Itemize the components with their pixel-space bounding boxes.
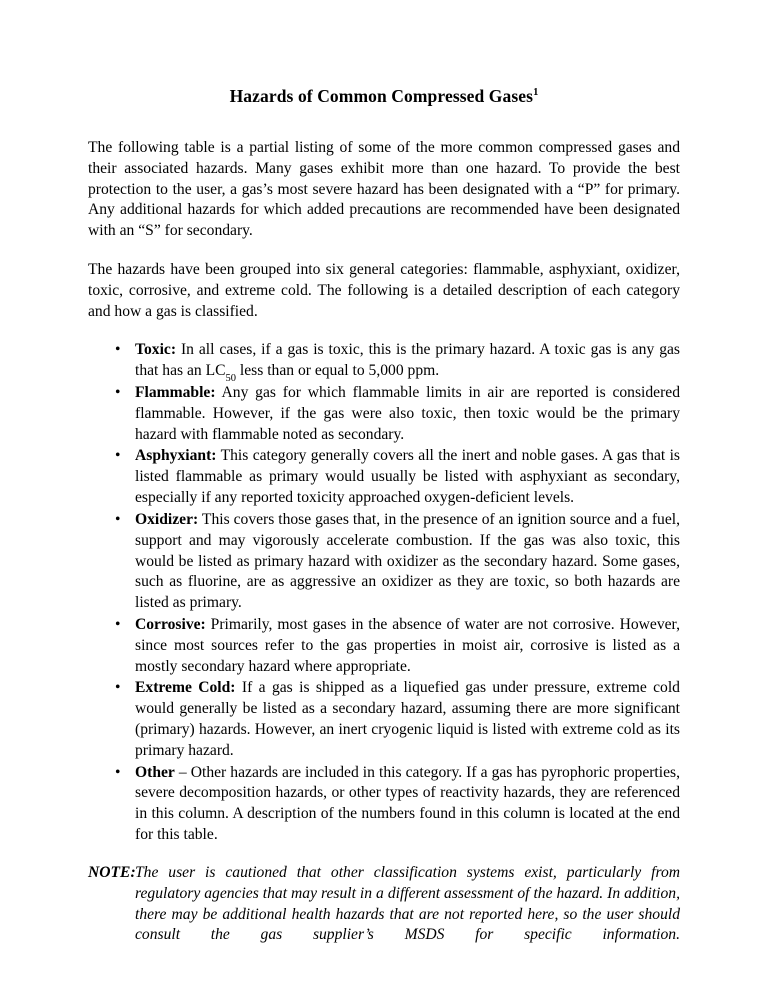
hazard-term-other: Other — [135, 763, 175, 781]
bullet-icon: • — [115, 384, 121, 401]
spacer-before-note — [88, 846, 680, 863]
bullet-icon: • — [115, 341, 121, 359]
hazard-term-oxidizer: Oxidizer: — [135, 510, 199, 528]
list-item-other — [88, 763, 680, 846]
list-item-toxic — [88, 340, 680, 385]
bullet-icon: • — [115, 679, 121, 697]
list-item-asphyxiant — [88, 446, 680, 508]
hazard-text-other: – Other hazards are included in this category. If a gas has pyrophoric properties, severe decomposition hazards, or other types of reactivity hazards, they are referenced in this column. A description of the numbers found in this column is located at the end for this table. — [135, 763, 680, 844]
list-item-corrosive — [88, 615, 680, 677]
bullet-icon: • — [115, 447, 121, 465]
intro-paragraph-1: The following table is a partial listing of some of the more common compressed gases and their associated hazards. Many gases exhibit more than one hazard. To provide the best protection to the user, a gas’s most severe hazard has been designated with a “P” for primary. Any additional hazards for which added precautions are recommended have been designated with an “S” for secondary. — [88, 138, 680, 240]
hazard-text-toxic-part1: In all cases, if a gas is toxic, this is the primary hazard. A toxic gas is any gas that has an LC — [135, 341, 680, 380]
lc50-subscript: 50 — [225, 373, 237, 385]
spacer-before-list — [88, 322, 680, 340]
bullet-icon: • — [115, 763, 121, 781]
hazard-text-asphyxiant: This category generally covers all the inert and noble gases. A gas that is listed flammable as primary would usually be listed with asphyxiant as secondary, especially if any reported toxicity approached oxygen-deficient levels. — [135, 447, 680, 507]
hazard-category-list — [88, 340, 680, 846]
list-item-extreme-cold — [88, 678, 680, 761]
title-footnote-marker: 1 — [533, 87, 539, 99]
hazard-text-extreme-cold: If a gas is shipped as a liquefied gas under pressure, extreme cold would generally be listed as a secondary hazard, assuming there are more significant (primary) hazards. However, an inert cryogenic liquid is listed with extreme cold as its primary hazard. — [135, 679, 680, 759]
note-label: NOTE: — [88, 863, 136, 881]
spacer-paragraphs — [88, 242, 680, 260]
page-title-text: Hazards of Common Compressed Gases — [229, 86, 534, 106]
hazard-text-flammable: Any gas for which flammable limits in air are reported is considered flammable. However, if the gas were also toxic, then toxic would be the primary hazard with flammable noted as secondary. — [135, 384, 680, 443]
hazard-term-asphyxiant: Asphyxiant: — [135, 447, 217, 465]
page-title — [88, 86, 680, 108]
list-item-flammable — [88, 383, 680, 445]
hazard-term-corrosive: Corrosive: — [135, 615, 206, 633]
hazard-term-flammable: Flammable: — [135, 384, 216, 401]
list-item-oxidizer — [88, 510, 680, 614]
hazard-text-corrosive: Primarily, most gases in the absence of water are not corrosive. However, since most sources refer to the gas properties in moist air, corrosive is listed as a mostly secondary hazard where appropriate. — [135, 615, 680, 675]
hazard-text-oxidizer: This covers those gases that, in the presence of an ignition source and a fuel, support and may vigorously accelerate combustion. If the gas was also toxic, this would be listed as primary hazard with oxidizer as the secondary hazard. Some gases, such as fluorine, are as aggressive an oxidizer as they are toxic, so both hazards are listed as primary. — [135, 510, 680, 612]
hazard-text-toxic-part2: less than or equal to 5,000 ppm. — [236, 362, 440, 380]
spacer-title — [88, 108, 680, 138]
hazard-term-toxic: Toxic: — [135, 341, 177, 359]
note-text: The user is cautioned that other classification systems exist, particularly from regulatory agencies that may result in a different assessment of the hazard. In addition, there may be additional health hazards that are not reported here, so the user should consult the gas supplier’s MSDS for specific information. — [135, 863, 680, 944]
bullet-icon: • — [115, 615, 121, 633]
intro-paragraph-2: The hazards have been grouped into six general categories: flammable, asphyxiant, oxidizer, toxic, corrosive, and extreme cold. The following is a detailed description of each category and how a gas is classified. — [88, 260, 680, 320]
document-content — [88, 86, 680, 946]
note-block — [88, 863, 680, 946]
hazard-term-extreme-cold: Extreme Cold: — [135, 679, 236, 697]
bullet-icon: • — [115, 510, 121, 528]
